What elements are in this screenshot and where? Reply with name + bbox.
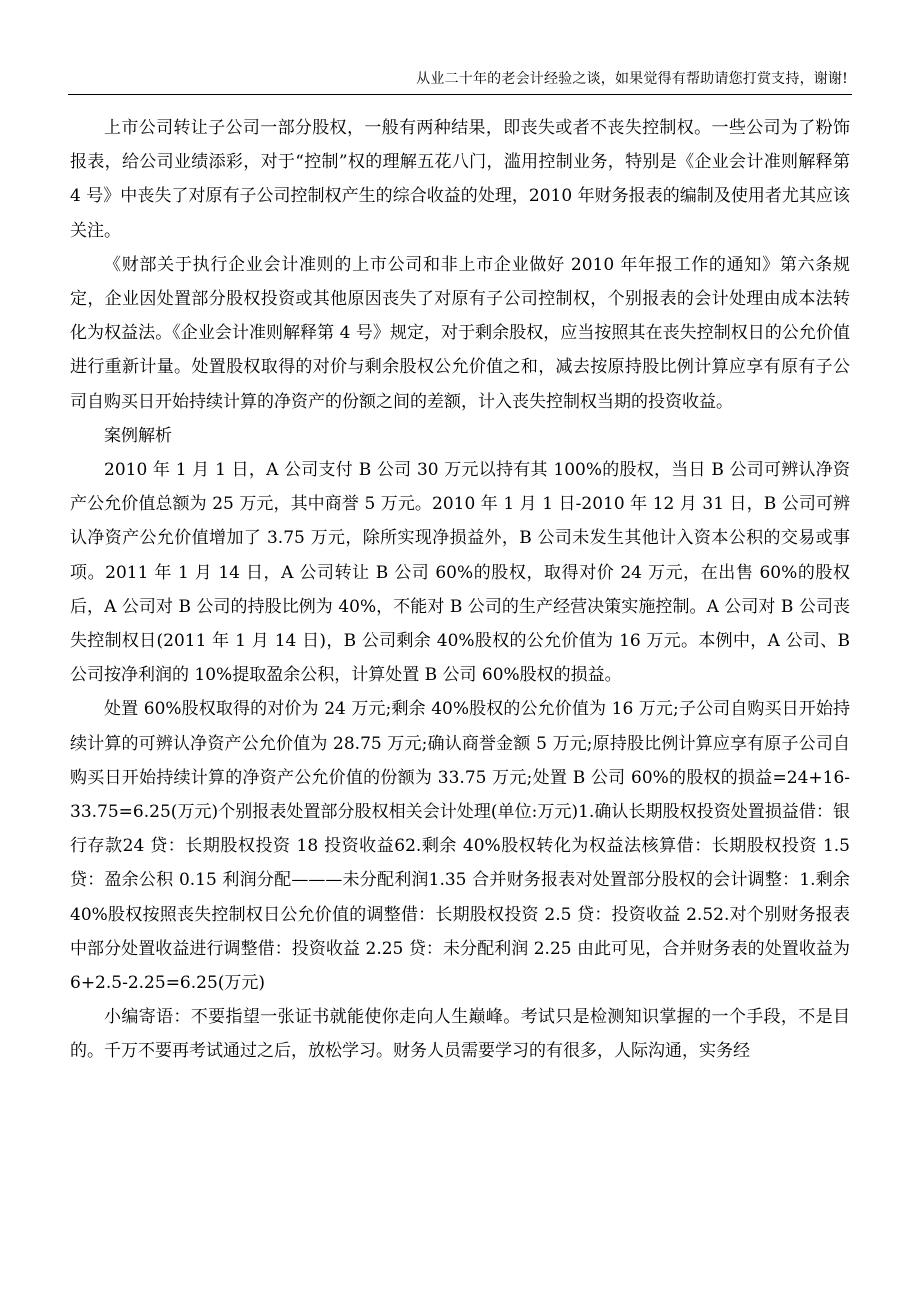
paragraph-regulation: 《财部关于执行企业会计准则的上市公司和非上市企业做好 2010 年年报工作的通知》第六条规定，企业因处置部分股权投资或其他原因丧失了对原有子公司控制权，个别报表的会计处理由成本法转化为权益法。《企业会计准则解释第 4 号》规定，对于剩余股权，应当按照其在丧失控制权日的公允价值进行重新计量。处置股权取得的对价与剩余股权公允价值之和，减去按原持股比例计算应享有原有子公司自购买日开始持续计算的净资产的份额之间的差额，计入丧失控制权当期的投资收益。	[70, 254, 850, 412]
paragraph-intro: 上市公司转让子公司一部分股权，一般有两种结果，即丧失或者不丧失控制权。一些公司为了粉饰报表，给公司业绩添彩，对于“控制”权的理解五花八门，滥用控制业务，特别是《企业会计准则解释第 4 号》中丧失了对原有子公司控制权产生的综合收益的处理，2010 年财务报表的编制及使用者尤其应该关注。	[70, 118, 850, 241]
document-body	[70, 111, 850, 1069]
header-divider	[68, 94, 852, 95]
paragraph-case: 2010 年 1 月 1 日，A 公司支付 B 公司 30 万元以持有其 100%的股权，当日 B 公司可辨认净资产公允价值总额为 25 万元，其中商誉 5 万元。2010 年 1 月 1 日-2010 年 12 月 31 日，B 公司可辨认净资产公允价值增加了 3.75 万元，除所实现净损益外，B 公司未发生其他计入资本公积的交易或事项。2011 年 1 月 14 日，A 公司转让 B 公司 60%的股权，取得对价 24 万元，在出售 60%的股权后，A 公司对 B 公司的持股比例为 40%，不能对 B 公司的生产经营决策实施控制。A 公司对 B 公司丧失控制权日(2011 年 1 月 14 日)，B 公司剩余 40%股权的公允价值为 16 万元。本例中，A 公司、B 公司按净利润的 10%提取盈余公积，计算处置 B 公司 60%股权的损益。	[70, 460, 850, 686]
paragraph-editor-note: 小编寄语：不要指望一张证书就能使你走向人生巅峰。考试只是检测知识掌握的一个手段，不是目的。千万不要再考试通过之后，放松学习。财务人员需要学习的有很多，人际沟通，实务经	[70, 1007, 850, 1062]
paragraph-calculation: 处置 60%股权取得的对价为 24 万元;剩余 40%股权的公允价值为 16 万元;子公司自购买日开始持续计算的可辨认净资产公允价值为 28.75 万元;确认商誉金额 5 万元;原持股比例计算应享有原子公司自购买日开始持续计算的净资产公允价值的份额为 33.75 万元;处置 B 公司 60%的股权的损益=24+16-33.75=6.25(万元)个别报表处置部分股权相关会计处理(单位:万元)1.确认长期股权投资处置损益借：银行存款24 贷：长期股权投资 18 投资收益62.剩余 40%股权转化为权益法核算借：长期股权投资 1.5 贷：盈余公积 0.15 利润分配———未分配利润1.35 合并财务报表对处置部分股权的会计调整：1.剩余 40%股权按照丧失控制权日公允价值的调整借：长期股权投资 2.5 贷：投资收益 2.52.对个别财务报表中部分处置收益进行调整借：投资收益 2.25 贷：未分配利润 2.25 由此可见，合并财务表的处置收益为 6+2.5-2.25=6.25(万元)	[70, 699, 850, 994]
section-heading-case-analysis: 案例解析	[104, 425, 172, 446]
header-note: 从业二十年的老会计经验之谈，如果觉得有帮助请您打赏支持，谢谢!	[416, 71, 848, 87]
